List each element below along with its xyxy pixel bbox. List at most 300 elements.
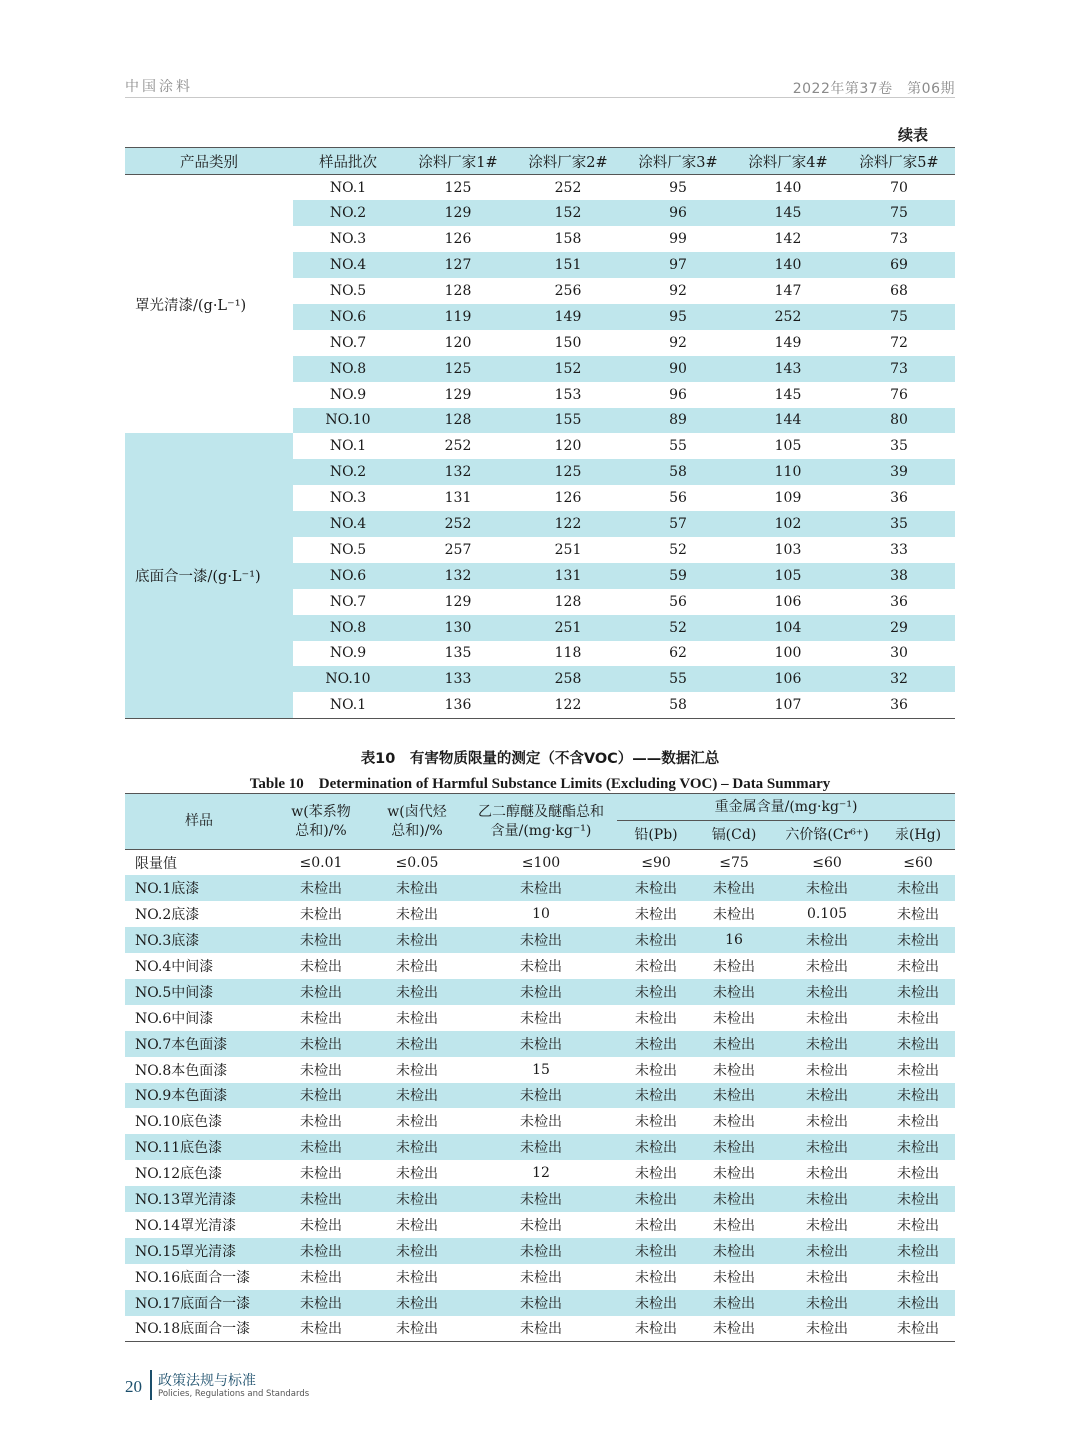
- value-cell: 未检出: [273, 1031, 369, 1057]
- value-cell: 107: [774, 697, 802, 713]
- value-cell: 未检出: [881, 1031, 955, 1057]
- value-cell: 80: [843, 408, 955, 434]
- value-cell: 未检出: [897, 907, 940, 924]
- value-cell: 未检出: [635, 1321, 677, 1338]
- value-cell: 未检出: [773, 1031, 881, 1057]
- value-cell: 未检出: [635, 1166, 677, 1183]
- value-cell: 118: [554, 645, 582, 662]
- value-cell: 未检出: [897, 1010, 940, 1027]
- chromium-header: 六价铬(Cr⁶⁺): [773, 821, 881, 850]
- value-cell: 127: [403, 252, 513, 278]
- sample-cell: NO.6中间漆: [135, 1010, 214, 1027]
- value-cell: 252: [554, 179, 582, 196]
- value-cell: 未检出: [520, 1217, 562, 1234]
- page-number: 20: [125, 1377, 142, 1396]
- value-cell: 251: [513, 615, 623, 641]
- value-cell: 未检出: [881, 979, 955, 1005]
- value-cell: 未检出: [881, 927, 955, 953]
- running-head: [125, 76, 955, 98]
- value-cell: 105: [774, 438, 802, 455]
- sample-cell: NO.16底面合一漆: [135, 1269, 251, 1286]
- value-cell: 252: [733, 304, 843, 330]
- table-header-row: [125, 794, 955, 821]
- issue-info: 2022年第37卷 第06期: [792, 81, 955, 97]
- value-cell: 89: [623, 408, 733, 434]
- value-cell: 未检出: [773, 1083, 881, 1109]
- batch-cell: NO.5: [329, 541, 367, 558]
- value-cell: 未检出: [300, 1321, 342, 1338]
- batch-cell: NO.1: [329, 179, 367, 196]
- value-cell: 0.105: [806, 906, 848, 923]
- batch-cell: NO.7: [329, 334, 367, 351]
- value-cell: 未检出: [713, 1269, 755, 1286]
- value-cell: 140: [774, 179, 802, 196]
- value-cell: 未检出: [369, 1186, 465, 1212]
- value-cell: 未检出: [369, 927, 465, 953]
- value-cell: 122: [513, 511, 623, 537]
- value-cell: 未检出: [273, 1083, 369, 1109]
- value-cell: 35: [843, 511, 955, 537]
- value-cell: 144: [733, 408, 843, 434]
- value-cell: 未检出: [396, 1114, 438, 1131]
- value-cell: 未检出: [617, 979, 695, 1005]
- value-cell: 56: [669, 593, 687, 610]
- value-cell: 未检出: [695, 979, 773, 1005]
- value-cell: 未检出: [806, 1010, 848, 1027]
- value-cell: 未检出: [300, 1062, 342, 1079]
- value-cell: 15: [532, 1061, 550, 1078]
- value-cell: 30: [890, 645, 908, 662]
- value-cell: 251: [554, 541, 582, 558]
- value-cell: 未检出: [273, 875, 369, 901]
- value-cell: 未检出: [881, 875, 955, 901]
- value-cell: 135: [444, 645, 472, 662]
- glycol-ether-header-line1: 乙二醇醚及醚酯总和: [478, 803, 604, 820]
- value-cell: 120: [444, 334, 472, 351]
- sample-cell: NO.2底漆: [135, 907, 200, 924]
- value-cell: 12: [532, 1165, 550, 1182]
- value-cell: 未检出: [300, 1269, 342, 1286]
- value-cell: 未检出: [881, 1134, 955, 1160]
- value-cell: 未检出: [881, 1238, 955, 1264]
- value-cell: 119: [403, 304, 513, 330]
- value-cell: 76: [890, 386, 908, 403]
- table-row: [125, 1186, 955, 1212]
- batch-cell: NO.2: [293, 200, 403, 226]
- sample-cell: NO.9本色面漆: [125, 1083, 273, 1109]
- table10-caption-zh: 表10 有害物质限量的测定（不含VOC）——数据汇总: [360, 751, 720, 767]
- value-cell: 未检出: [897, 959, 940, 975]
- value-cell: 未检出: [617, 875, 695, 901]
- value-cell: 未检出: [273, 979, 369, 1005]
- value-cell: 未检出: [713, 907, 755, 924]
- value-cell: 未检出: [617, 1290, 695, 1316]
- table-row: [125, 927, 955, 953]
- batch-cell: NO.6: [293, 304, 403, 330]
- sample-cell: NO.5中间漆: [125, 979, 273, 1005]
- harmful-substance-table: [125, 793, 955, 1342]
- value-cell: 96: [623, 200, 733, 226]
- value-cell: 132: [403, 563, 513, 589]
- value-cell: 128: [554, 593, 582, 610]
- value-cell: 158: [554, 231, 582, 248]
- table-row: [125, 1316, 955, 1342]
- value-cell: 36: [890, 593, 908, 610]
- table-row: [125, 1160, 955, 1186]
- value-cell: 143: [733, 356, 843, 382]
- table-row: [125, 175, 955, 201]
- value-cell: 未检出: [396, 907, 438, 924]
- batch-cell: NO.4: [293, 511, 403, 537]
- value-cell: 128: [403, 408, 513, 434]
- value-cell: 16: [695, 927, 773, 953]
- value-cell: 152: [513, 200, 623, 226]
- value-cell: 未检出: [465, 875, 617, 901]
- halocarbon-header-line2: 总和)/%: [391, 822, 443, 839]
- value-cell: 未检出: [617, 1186, 695, 1212]
- batch-cell: NO.8: [293, 615, 403, 641]
- sample-cell: NO.10底色漆: [135, 1114, 223, 1131]
- section-title-zh: 政策法规与标准: [158, 1373, 256, 1389]
- value-cell: 未检出: [695, 1031, 773, 1057]
- value-cell: 未检出: [273, 1186, 369, 1212]
- value-cell: 未检出: [806, 1217, 848, 1234]
- value-cell: 未检出: [773, 1290, 881, 1316]
- value-cell: 未检出: [695, 1186, 773, 1212]
- category-cell: 底面合一漆/(g·L⁻¹): [125, 433, 293, 718]
- table-row: [125, 1031, 955, 1057]
- value-cell: 62: [669, 645, 687, 662]
- value-cell: 95: [623, 304, 733, 330]
- glycol-ether-header-line2: 含量/(mg·kg⁻¹): [490, 822, 592, 839]
- value-cell: 105: [733, 563, 843, 589]
- value-cell: 未检出: [273, 1238, 369, 1264]
- column-header: 涂料厂家1#: [403, 148, 513, 175]
- value-cell: 未检出: [520, 959, 562, 975]
- batch-cell: NO.5: [329, 283, 367, 299]
- value-cell: 未检出: [520, 1321, 562, 1338]
- column-header: 产品类别: [125, 148, 293, 175]
- value-cell: 未检出: [396, 959, 438, 975]
- value-cell: 未检出: [897, 1269, 940, 1286]
- value-cell: 145: [733, 200, 843, 226]
- category-cell: 罩光清漆/(g·L⁻¹): [135, 297, 247, 314]
- value-cell: 252: [444, 438, 472, 455]
- table-row: [125, 850, 955, 876]
- value-cell: 未检出: [369, 1290, 465, 1316]
- value-cell: 102: [733, 511, 843, 537]
- value-cell: 38: [843, 563, 955, 589]
- table10-caption-en: Table 10 Determination of Harmful Substance Limits (Excluding VOC) – Data Summary: [249, 776, 831, 792]
- value-cell: 未检出: [635, 1062, 677, 1079]
- column-header: 涂料厂家4#: [733, 148, 843, 175]
- value-cell: 131: [444, 490, 472, 507]
- value-cell: 132: [403, 459, 513, 485]
- benzene-header-line1: w(苯系物: [291, 803, 351, 820]
- column-header: 涂料厂家5#: [843, 148, 955, 175]
- value-cell: 36: [890, 490, 908, 507]
- value-cell: 106: [733, 666, 843, 692]
- value-cell: 未检出: [617, 1134, 695, 1160]
- value-cell: 未检出: [396, 1321, 438, 1338]
- value-cell: 未检出: [520, 1114, 562, 1131]
- value-cell: 未检出: [635, 907, 677, 924]
- sample-cell: NO.7本色面漆: [125, 1031, 273, 1057]
- value-cell: 未检出: [300, 1166, 342, 1183]
- value-cell: 未检出: [773, 979, 881, 1005]
- glycol-ether-header: [465, 794, 617, 850]
- value-cell: 未检出: [773, 927, 881, 953]
- value-cell: 未检出: [300, 959, 342, 975]
- value-cell: 258: [513, 666, 623, 692]
- value-cell: 129: [403, 200, 513, 226]
- sample-cell: NO.8本色面漆: [135, 1062, 228, 1079]
- batch-cell: NO.3: [329, 490, 367, 507]
- value-cell: 29: [843, 615, 955, 641]
- value-cell: 未检出: [635, 1269, 677, 1286]
- value-cell: 55: [669, 438, 687, 455]
- value-cell: 153: [554, 386, 582, 403]
- batch-cell: NO.8: [293, 356, 403, 382]
- batch-cell: NO.6: [293, 563, 403, 589]
- mercury-header: 汞(Hg): [881, 821, 955, 850]
- table-row: [125, 979, 955, 1005]
- value-cell: 68: [890, 283, 908, 299]
- value-cell: 257: [444, 541, 472, 558]
- voc-continued-table: [125, 147, 955, 719]
- value-cell: 未检出: [881, 1290, 955, 1316]
- table-row: [125, 1290, 955, 1316]
- sample-cell: NO.15罩光清漆: [125, 1238, 273, 1264]
- table-header-row: [125, 148, 955, 175]
- table-row: [125, 1264, 955, 1290]
- value-cell: 未检出: [273, 1134, 369, 1160]
- value-cell: 未检出: [465, 1186, 617, 1212]
- value-cell: 未检出: [695, 1134, 773, 1160]
- sample-cell: NO.18底面合一漆: [135, 1321, 251, 1338]
- value-cell: 90: [623, 356, 733, 382]
- sample-cell: NO.13罩光清漆: [125, 1186, 273, 1212]
- value-cell: 69: [843, 252, 955, 278]
- value-cell: 125: [444, 179, 472, 196]
- value-cell: 52: [623, 615, 733, 641]
- value-cell: 未检出: [773, 1238, 881, 1264]
- value-cell: 未检出: [300, 1217, 342, 1234]
- value-cell: 151: [513, 252, 623, 278]
- value-cell: 未检出: [713, 1166, 755, 1183]
- value-cell: 未检出: [806, 1062, 848, 1079]
- value-cell: 未检出: [635, 959, 677, 975]
- value-cell: 未检出: [369, 979, 465, 1005]
- batch-cell: NO.1: [329, 438, 367, 455]
- value-cell: 未检出: [273, 1290, 369, 1316]
- value-cell: 未检出: [465, 1238, 617, 1264]
- value-cell: 73: [843, 356, 955, 382]
- value-cell: 未检出: [695, 1083, 773, 1109]
- value-cell: 未检出: [520, 1269, 562, 1286]
- value-cell: 58: [623, 459, 733, 485]
- sample-cell: NO.11底色漆: [125, 1134, 273, 1160]
- value-cell: 75: [843, 304, 955, 330]
- value-cell: 55: [623, 666, 733, 692]
- batch-cell: NO.3: [329, 231, 367, 248]
- value-cell: 未检出: [465, 1134, 617, 1160]
- value-cell: 106: [774, 593, 802, 610]
- value-cell: 39: [843, 459, 955, 485]
- value-cell: 73: [890, 231, 908, 248]
- value-cell: 152: [513, 356, 623, 382]
- value-cell: 未检出: [617, 1238, 695, 1264]
- value-cell: 96: [669, 386, 687, 403]
- value-cell: 未检出: [713, 1114, 755, 1131]
- table-row: [125, 1238, 955, 1264]
- benzene-header: [273, 794, 369, 850]
- column-header: 涂料厂家2#: [513, 148, 623, 175]
- value-cell: 未检出: [881, 1186, 955, 1212]
- value-cell: 未检出: [897, 1217, 940, 1234]
- batch-cell: NO.1: [329, 697, 367, 713]
- value-cell: 72: [890, 334, 908, 351]
- table-row: [125, 875, 955, 901]
- value-cell: 150: [554, 334, 582, 351]
- value-cell: 36: [890, 697, 908, 713]
- footer-divider: [150, 1370, 152, 1400]
- value-cell: 未检出: [465, 1290, 617, 1316]
- value-cell: 142: [774, 231, 802, 248]
- value-cell: 未检出: [695, 1238, 773, 1264]
- sample-cell: NO.3底漆: [125, 927, 273, 953]
- column-header: 样品批次: [293, 148, 403, 175]
- table-row: [125, 901, 955, 927]
- value-cell: 未检出: [897, 1321, 940, 1338]
- value-cell: 未检出: [897, 1114, 940, 1131]
- value-cell: 未检出: [396, 1010, 438, 1027]
- table-row: [125, 1212, 955, 1238]
- value-cell: 149: [513, 304, 623, 330]
- batch-cell: NO.10: [293, 408, 403, 434]
- value-cell: 75: [843, 200, 955, 226]
- value-cell: 未检出: [806, 1166, 848, 1183]
- table-row: [125, 1057, 955, 1083]
- value-cell: 104: [733, 615, 843, 641]
- value-cell: 未检出: [713, 1217, 755, 1234]
- value-cell: 未检出: [635, 1217, 677, 1234]
- value-cell: 140: [733, 252, 843, 278]
- journal-name: 中国涂料: [125, 79, 193, 95]
- value-cell: 未检出: [369, 1031, 465, 1057]
- value-cell: 70: [890, 179, 908, 196]
- value-cell: 252: [403, 511, 513, 537]
- value-cell: 125: [403, 356, 513, 382]
- value-cell: 130: [403, 615, 513, 641]
- value-cell: 52: [669, 541, 687, 558]
- value-cell: 92: [669, 283, 687, 299]
- value-cell: 未检出: [369, 1083, 465, 1109]
- value-cell: 129: [444, 386, 472, 403]
- value-cell: 未检出: [465, 927, 617, 953]
- value-cell: 未检出: [369, 1134, 465, 1160]
- cadmium-header: 镉(Cd): [695, 821, 773, 850]
- value-cell: 129: [444, 593, 472, 610]
- value-cell: 110: [733, 459, 843, 485]
- value-cell: 126: [554, 490, 582, 507]
- value-cell: 未检出: [806, 1269, 848, 1286]
- column-header: 涂料厂家3#: [623, 148, 733, 175]
- value-cell: 未检出: [300, 907, 342, 924]
- continued-label: 续表: [898, 126, 929, 144]
- value-cell: 未检出: [396, 1062, 438, 1079]
- value-cell: 95: [669, 179, 687, 196]
- section-title-en: Policies, Regulations and Standards: [158, 1389, 310, 1399]
- value-cell: 未检出: [695, 875, 773, 901]
- table-row: [125, 1083, 955, 1109]
- sample-cell: NO.14罩光清漆: [135, 1217, 237, 1234]
- value-cell: 58: [669, 697, 687, 713]
- batch-cell: NO.7: [329, 593, 367, 610]
- batch-cell: NO.9: [329, 386, 367, 403]
- value-cell: 未检出: [465, 1083, 617, 1109]
- value-cell: 92: [669, 334, 687, 351]
- value-cell: 未检出: [465, 1031, 617, 1057]
- batch-cell: NO.4: [293, 252, 403, 278]
- value-cell: 99: [669, 231, 687, 248]
- value-cell: 未检出: [773, 1186, 881, 1212]
- sample-cell: NO.1底漆: [125, 875, 273, 901]
- value-cell: ≤0.05: [395, 854, 439, 871]
- value-cell: 59: [623, 563, 733, 589]
- lead-header: 铅(Pb): [617, 821, 695, 850]
- value-cell: 未检出: [520, 1010, 562, 1027]
- value-cell: 未检出: [713, 1062, 755, 1079]
- sample-cell: NO.4中间漆: [135, 959, 214, 975]
- value-cell: ≤0.01: [299, 854, 343, 871]
- value-cell: 109: [774, 490, 802, 507]
- value-cell: 97: [623, 252, 733, 278]
- value-cell: 10: [532, 906, 550, 923]
- value-cell: 未检出: [806, 1114, 848, 1131]
- value-cell: ≤60: [812, 854, 842, 871]
- value-cell: 未检出: [617, 1031, 695, 1057]
- value-cell: 未检出: [773, 1134, 881, 1160]
- table-row: [125, 1134, 955, 1160]
- value-cell: 未检出: [273, 927, 369, 953]
- halocarbon-header: [369, 794, 465, 850]
- value-cell: 未检出: [773, 875, 881, 901]
- batch-cell: NO.10: [293, 666, 403, 692]
- value-cell: 未检出: [713, 1321, 755, 1338]
- value-cell: 100: [774, 645, 802, 662]
- sample-cell: NO.17底面合一漆: [125, 1290, 273, 1316]
- batch-cell: NO.2: [293, 459, 403, 485]
- value-cell: 103: [774, 541, 802, 558]
- value-cell: 122: [554, 697, 582, 713]
- value-cell: 未检出: [713, 959, 755, 975]
- heavy-metal-header: 重金属含量/(mg·kg⁻¹): [617, 794, 955, 821]
- value-cell: ≤90: [641, 854, 671, 871]
- halocarbon-header-line1: w(卤代烃: [387, 803, 447, 820]
- value-cell: 未检出: [396, 1217, 438, 1234]
- value-cell: 未检出: [617, 1083, 695, 1109]
- value-cell: 未检出: [300, 1010, 342, 1027]
- table-row: [125, 953, 955, 979]
- value-cell: 32: [843, 666, 955, 692]
- value-cell: 128: [444, 283, 472, 299]
- sample-header: 样品: [125, 794, 273, 850]
- value-cell: 未检出: [300, 1114, 342, 1131]
- value-cell: 125: [513, 459, 623, 485]
- value-cell: 未检出: [635, 1114, 677, 1131]
- value-cell: 未检出: [881, 1083, 955, 1109]
